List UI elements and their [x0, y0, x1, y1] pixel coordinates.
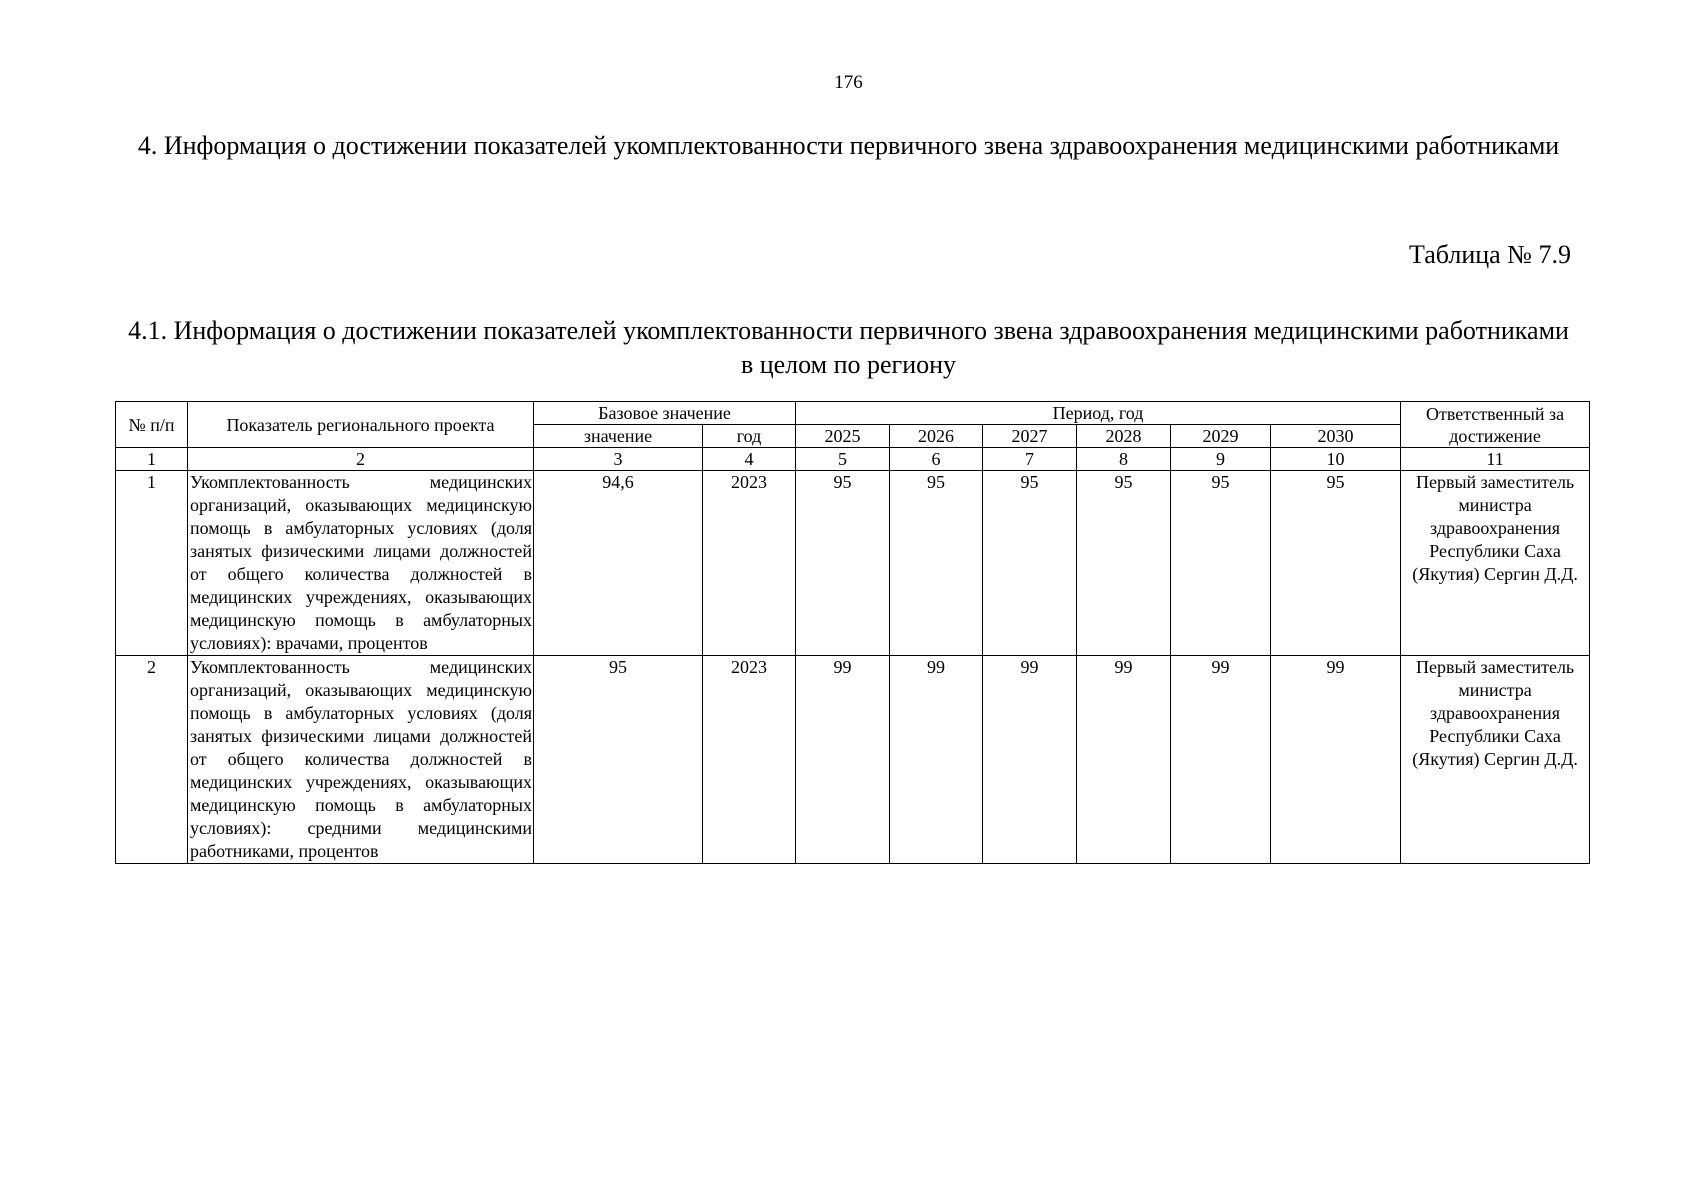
period-value-cell: 95 [1271, 471, 1401, 656]
column-number: 5 [796, 448, 890, 471]
column-number: 10 [1271, 448, 1401, 471]
responsible-cell: Первый заместитель министра здравоохранения Республики Саха (Якутия) Сергин Д.Д. [1401, 656, 1590, 864]
header-no: № п/п [116, 402, 188, 448]
period-value-cell: 95 [890, 471, 983, 656]
table-row [116, 656, 1590, 864]
column-number: 8 [1077, 448, 1171, 471]
column-number: 9 [1171, 448, 1271, 471]
table-number: Таблица № 7.9 [1408, 240, 1571, 269]
header-year: 2027 [983, 425, 1077, 448]
base-year-cell: 2023 [703, 656, 796, 864]
period-value-cell: 99 [983, 656, 1077, 864]
period-value-cell: 99 [890, 656, 983, 864]
header-year: 2028 [1077, 425, 1171, 448]
subsection-title: 4.1. Информация о достижении показателей укомплектованности первичного звена здравоохранения медицинскими работниками в целом по региону [128, 316, 1569, 379]
base-year-cell: 2023 [703, 471, 796, 656]
header-base-year: год [703, 425, 796, 448]
column-number-row [116, 448, 1590, 471]
base-value-cell: 95 [534, 656, 703, 864]
period-value-cell: 95 [1077, 471, 1171, 656]
header-year: 2029 [1171, 425, 1271, 448]
column-number: 4 [703, 448, 796, 471]
header-year: 2025 [796, 425, 890, 448]
column-number: 1 [116, 448, 188, 471]
header-year: 2026 [890, 425, 983, 448]
row-number: 1 [116, 471, 188, 656]
table-row [116, 471, 1590, 656]
indicator-cell: Укомплектованность медицинских организаций, оказывающих медицинскую помощь в амбулаторных условиях (доля занятых физическими лицами должностей от общего количества должностей в медицинских учреждениях, оказывающих медицинскую помощь в амбулаторных условиях): врачами, процентов [188, 471, 534, 656]
column-number: 3 [534, 448, 703, 471]
period-value-cell: 99 [796, 656, 890, 864]
header-indicator: Показатель регионального проекта [188, 402, 534, 448]
indicator-cell: Укомплектованность медицинских организаций, оказывающих медицинскую помощь в амбулаторных условиях (доля занятых физическими лицами должностей от общего количества должностей в медицинских учреждениях, оказывающих медицинскую помощь в амбулаторных условиях): средними медицинскими работниками, процентов [188, 656, 534, 864]
column-number: 6 [890, 448, 983, 471]
row-number: 2 [116, 656, 188, 864]
header-base: Базовое значение [534, 402, 796, 425]
period-value-cell: 99 [1077, 656, 1171, 864]
page-number: 176 [834, 72, 863, 93]
header-base-value: значение [534, 425, 703, 448]
indicators-table [115, 401, 1590, 864]
period-value-cell: 99 [1171, 656, 1271, 864]
header-row-1 [116, 402, 1590, 425]
period-value-cell: 99 [1271, 656, 1401, 864]
column-number: 11 [1401, 448, 1590, 471]
period-value-cell: 95 [796, 471, 890, 656]
period-value-cell: 95 [983, 471, 1077, 656]
header-year: 2030 [1271, 425, 1401, 448]
base-value-cell: 94,6 [534, 471, 703, 656]
period-value-cell: 95 [1171, 471, 1271, 656]
section-title: 4. Информация о достижении показателей укомплектованности первичного звена здравоохранения медицинскими работниками [137, 131, 1560, 160]
header-responsible: Ответственный за достижение [1401, 402, 1590, 448]
header-period: Период, год [796, 402, 1401, 425]
column-number: 7 [983, 448, 1077, 471]
responsible-cell: Первый заместитель министра здравоохранения Республики Саха (Якутия) Сергин Д.Д. [1401, 471, 1590, 656]
column-number: 2 [188, 448, 534, 471]
